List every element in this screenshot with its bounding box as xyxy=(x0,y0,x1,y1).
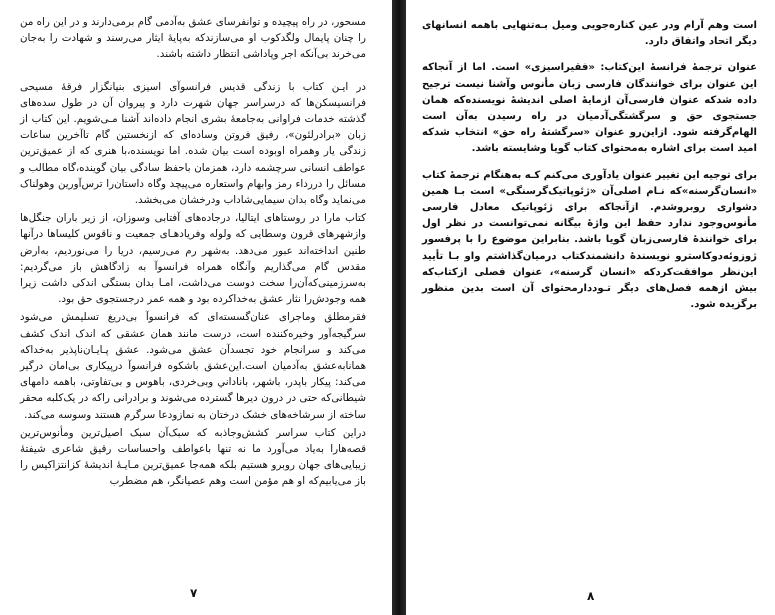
paragraph-1: مسحور، در راه پیچیده و توانفرسای عشق به‌آدمی گام برمی‌دارند و در این راه من را چنان پایمال ولگدکوب او می‌سازندکه به‌پایهٔ ایثار می‌رسند و شهادت را به‌جان می‌خرند بی‌آنکه اجر وپاداشی انتظار داشته باشند. xyxy=(20,16,366,61)
page-number: ۷ xyxy=(190,586,198,600)
page-7-text xyxy=(20,14,366,490)
page-number: ۸ xyxy=(587,589,595,603)
page-gutter xyxy=(392,0,406,615)
paragraph-3: کتاب مارا در روستاهای ایتالیا، درجاده‌های آفتابی وسوزان، از زیر باران جنگل‌ها وازشهرهای قرون وسطایی که ولوله وفریادهـای جمعیت و ناقوس کلیساها درآنها طنین انداخته‌اند عبور می‌دهد. به‌شهر رم می‌رسیم، دریا را می‌نوردیم، به‌ارض مقدس گام می‌گذاریم وآنگاه همراه فرانسوآ به زادگاهش باز می‌گردیم: به‌سرزمینی‌که‌آن‌را سخت دوست می‌داشت، امـا بدان بستگی اندکی داشت زیرا همه وجودش‌را نثار عشق به‌خداکرده بود و همه عمر درجستجوی حق بود. xyxy=(20,212,366,306)
page-8-text xyxy=(422,18,757,313)
paragraph-4: فقرمطلق وماجرای عنان‌گسسته‌ای که فرانسوآ بی‌دریغ تسلیمش می‌شود سرگیجه‌آور وخیره‌کننده است، درست مانند همان عشقی که اندک اندک کشف می‌کند و سرانجام خود تجسدآن عشق می‌شود. عشق پـایـان‌ناپذیر به‌خداکه همانابه‌عشق به‌آدمیان است.این‌عشق باشکوه فرانسوآ درپیکاری بی‌امان درگیر می‌کند: پیکار باپدر، باشهر، باناداني وبی‌خردی، باهوس و بی‌تفاوتی، باهمه دامهای شیطانی‌که حتی در درون دیرها گسترده می‌شوند و برادرانی راکه در یک‌کلبه محقر ساخته از سرشاخه‌های خشک درختان به نمازودعا سرگرم هستند وسوسه می‌کند. xyxy=(20,311,366,421)
paragraph-1: است وهم آرام ودر عین کناره‌جویی ومیل بـه‌تنهایی باهمه انسانهای دیگر اتحاد واتفاق دارد. xyxy=(422,20,757,48)
paragraph-5: دراین کتاب سراسر کشش‌وجاذبه که سبک‌آن سبک اصیل‌ترین ومأنوس‌ترین قصه‌ها‌را به‌یاد می‌آورد ما نه تنها باعواطف واحساسات رقیق شاعری شیفتهٔ زیبایی‌های جهان روبرو هستیم بلکه همه‌جا عمیق‌ترین مـایـهٔ اندیشهٔ کزانتزاکیس را باز می‌یابیم‌که او هم مؤمن است وهم عصیانگر، هم مضطرب xyxy=(20,426,366,488)
paragraph-2: عنوان ترجمهٔ فرانسهٔ این‌کتاب: «فقیراسیزی» است. اما از آنجاکه این عنوان برای خوانندگان فارسی زبان مأنوس وآشنا نیست ترجیح داده شدکه عنوان فارسی‌آن ازمایهٔ اصلی اندیشهٔ نویسنده‌که همان جستجوی حق و سرگشتگی‌آدمیان در راه رسیدن به‌آن است الهام‌گرفته شود. ازاین‌رو عنوان «سرگشتهٔ راه حق» انتخاب شدکه امید است برای اشاره به‌محتوای کتاب گویا وشایسته باشد. xyxy=(422,62,757,155)
paragraph-2: در ایـن کتاب با زندگی قدیس فرانسوآی اسیزی بنیانگزار فرقهٔ مسیحی فرانسیسکن‌ها که درسراسر جهان شهرت دارد و پیروان آن در طول سده‌های گذشته خدمات فراوانی به‌جامعهٔ بشری انجام داده‌اند آشنا مـی‌شویم. این کتاب از زبان «برادرلئون»، رفیق فروتن وساده‌ای که ازنخستین گام تاآخرین ساعات زندگی یار وهمراه اوبوده است بیان شده. اما نویسنده،با هنری که از عمیق‌ترین عواطف انسانی سرچشمه دارد، همزمان باحفظ سادگی بیان گوینده،گاه مطالب و مسائل را دررداء رمز وابهام واستعاره می‌پیچد وگاه داستان‌را ترس‌آورین وهولناک می‌نماید وگاه بدان سیمایی‌شاداب ودرخشان می‌بخشد. xyxy=(20,80,366,207)
paragraph-3: برای توجیه این تغییر عنوان یادآوری می‌کنم کـه به‌هنگام ترجمهٔ کتاب «انسان‌گرسنه»که نـام اصلی‌آن «ژئوپاتیک‌گرسنگی» است بـا همین دشواری روبروشدم. ازآنجاکه برای ژئوپاتیک معادل فارسی مأنوس‌وجود ندارد حفظ این واژهٔ بیگانه نمی‌توانست در نظر اول برای خوانندهٔ فارسی‌زبان گویا باشد. بنابراین موضوع را با پرفسور ژوزوئه‌دوکاسترو نویسندهٔ دانشمندکتاب درمیان‌گذاشتم واو بـا تأیید این‌نظر موافقت‌کردکه «انسان گرسنه»، عنوان فصلی ازکتاب‌که بیش ازهمه فصل‌های دیگر تـوددارمحتوای آن است بدین منظور برگزیده شود. xyxy=(422,169,757,311)
page-8 xyxy=(406,0,775,615)
